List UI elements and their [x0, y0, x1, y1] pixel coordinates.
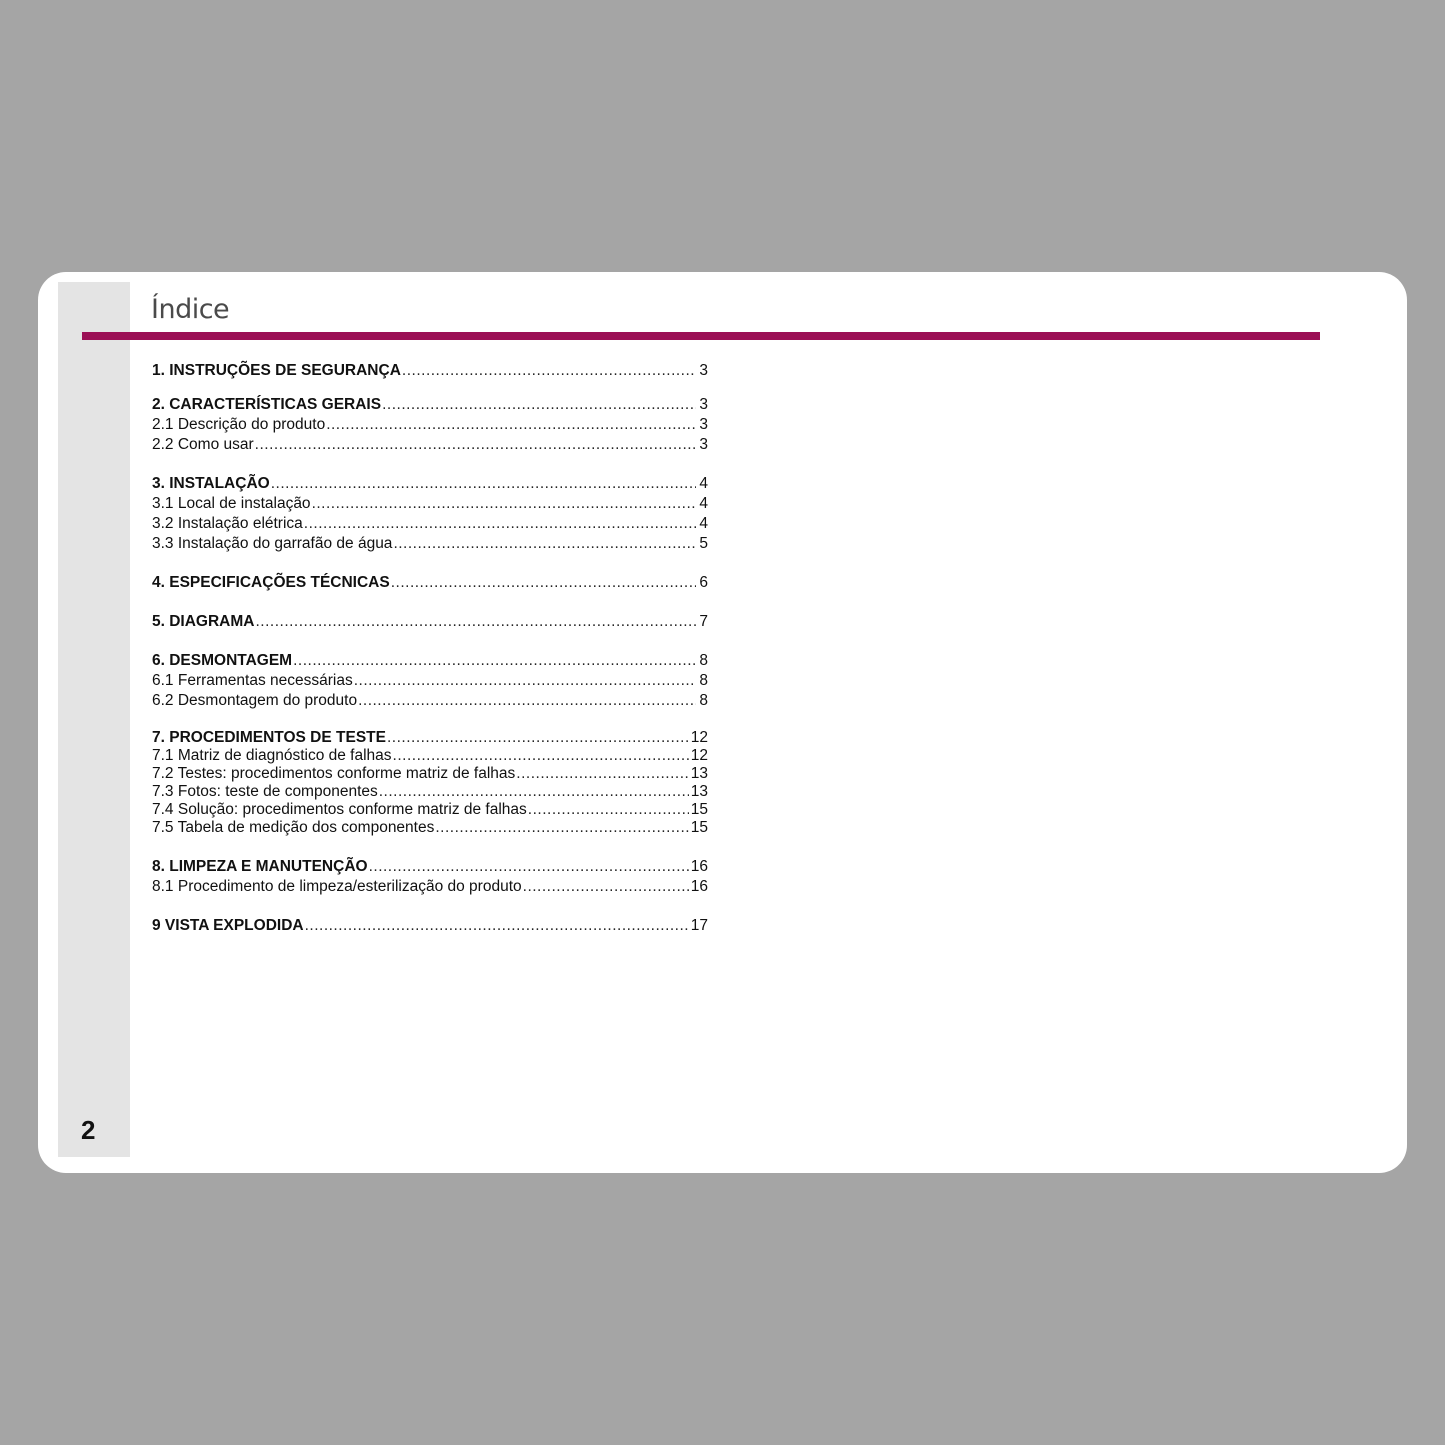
toc-entry-label: 8. LIMPEZA E MANUTENÇÃO [152, 858, 368, 875]
toc-entry-label: 7.3 Fotos: teste de componentes [152, 783, 378, 800]
toc-entry-label: 7.5 Tabela de medição dos componentes [152, 819, 435, 836]
toc-leader-dots [523, 877, 689, 897]
toc-entry [152, 916, 708, 936]
toc-entry-page: 8 [699, 692, 708, 709]
toc-leader-dots [293, 651, 696, 671]
toc-entry [152, 818, 708, 838]
toc-entry [152, 877, 708, 897]
toc-entry-page: 12 [690, 729, 708, 746]
toc-entry-label: 3. INSTALAÇÃO [152, 475, 270, 492]
toc-entry-label: 7.4 Solução: procedimentos conforme matriz de falhas [152, 801, 527, 818]
toc-entry-label: 1. INSTRUÇÕES DE SEGURANÇA [152, 362, 401, 379]
toc-leader-dots [358, 691, 696, 711]
toc-leader-dots [435, 818, 688, 838]
toc-entry [152, 514, 708, 534]
toc-entry-label: 2. CARACTERÍSTICAS GERAIS [152, 396, 382, 413]
toc-entry [152, 728, 708, 748]
toc-entry-page: 4 [699, 515, 708, 532]
toc-entry-page: 4 [699, 495, 708, 512]
toc-entry [152, 494, 708, 514]
toc-entry-label: 9 VISTA EXPLODIDA [152, 917, 304, 934]
toc-entry [152, 395, 708, 415]
toc-leader-dots [255, 435, 696, 455]
toc-entry [152, 746, 708, 766]
toc-entry-label: 3.2 Instalação elétrica [152, 515, 303, 532]
toc-entry-page: 12 [690, 747, 708, 764]
toc-leader-dots [271, 474, 696, 494]
toc-leader-dots [393, 534, 696, 554]
toc-leader-dots [382, 395, 696, 415]
toc-entry-page: 16 [690, 858, 708, 875]
toc-entry [152, 474, 708, 494]
document-page [38, 272, 1407, 1173]
toc-entry-page: 4 [699, 475, 708, 492]
toc-entry-label: 7.1 Matriz de diagnóstico de falhas [152, 747, 392, 764]
toc-entry [152, 857, 708, 877]
side-strip [58, 282, 130, 1157]
toc-leader-dots [354, 671, 696, 691]
toc-entry-page: 8 [699, 672, 708, 689]
toc-entry-label: 7.2 Testes: procedimentos conforme matriz de falhas [152, 765, 516, 782]
title-rule [82, 332, 1320, 340]
toc-entry [152, 435, 708, 455]
toc-entry-label: 3.3 Instalação do garrafão de água [152, 535, 393, 552]
toc-entry-label: 3.1 Local de instalação [152, 495, 311, 512]
toc-entry-page: 3 [699, 396, 708, 413]
toc-entry-label: 7. PROCEDIMENTOS DE TESTE [152, 729, 386, 746]
toc-entry [152, 800, 708, 820]
toc-entry-page: 15 [690, 801, 708, 818]
toc-entry [152, 573, 708, 593]
toc-leader-dots [312, 494, 696, 514]
toc-entry-page: 13 [690, 783, 708, 800]
toc-entry-label: 2.1 Descrição do produto [152, 416, 326, 433]
toc-leader-dots [393, 746, 689, 766]
toc-entry-page: 17 [690, 917, 708, 934]
toc-leader-dots [326, 415, 696, 435]
toc-leader-dots [304, 514, 696, 534]
toc-entry-page: 8 [699, 652, 708, 669]
toc-entry [152, 782, 708, 802]
toc-entry-label: 5. DIAGRAMA [152, 613, 255, 630]
toc-leader-dots [369, 857, 689, 877]
toc-leader-dots [516, 764, 688, 784]
toc-entry-label: 6.1 Ferramentas necessárias [152, 672, 353, 689]
toc-entry-label: 6.2 Desmontagem do produto [152, 692, 358, 709]
toc-entry [152, 691, 708, 711]
toc-entry-page: 6 [699, 574, 708, 591]
toc-leader-dots [255, 612, 696, 632]
toc-entry [152, 651, 708, 671]
toc-entry-page: 3 [699, 362, 708, 379]
toc-leader-dots [528, 800, 689, 820]
toc-entry-label: 8.1 Procedimento de limpeza/esterilização do produto [152, 878, 522, 895]
toc-entry-page: 16 [690, 878, 708, 895]
page-number: 2 [81, 1115, 96, 1145]
toc-entry-page: 15 [690, 819, 708, 836]
toc-entry-page: 5 [699, 535, 708, 552]
toc-entry [152, 764, 708, 784]
toc-entry-label: 4. ESPECIFICAÇÕES TÉCNICAS [152, 574, 390, 591]
toc-leader-dots [402, 361, 696, 381]
toc-entry [152, 612, 708, 632]
toc-leader-dots [305, 916, 689, 936]
toc-entry-page: 3 [699, 416, 708, 433]
toc-entry-page: 7 [699, 613, 708, 630]
toc-entry [152, 534, 708, 554]
toc-leader-dots [387, 728, 689, 748]
toc-entry-label: 2.2 Como usar [152, 436, 254, 453]
toc-entry-page: 13 [690, 765, 708, 782]
toc-entry [152, 671, 708, 691]
toc-leader-dots [391, 573, 696, 593]
toc-leader-dots [379, 782, 689, 802]
page-title: Índice [151, 294, 230, 325]
toc-entry [152, 415, 708, 435]
toc-entry-label: 6. DESMONTAGEM [152, 652, 293, 669]
toc-entry [152, 361, 708, 381]
toc-entry-page: 3 [699, 436, 708, 453]
